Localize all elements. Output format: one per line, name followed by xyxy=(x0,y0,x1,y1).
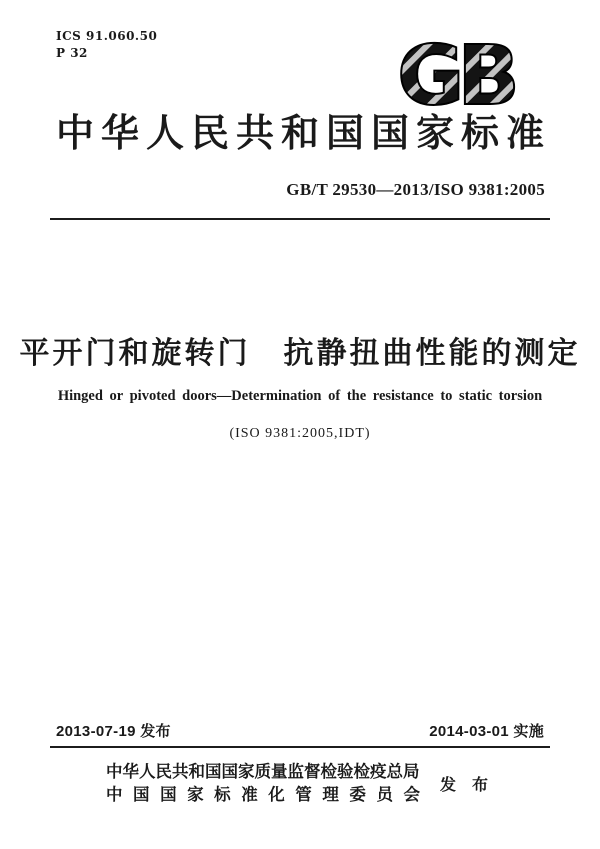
gb-logo-text: GB xyxy=(397,32,513,116)
publish-label: 发 布 xyxy=(439,776,494,794)
dates-row xyxy=(56,720,544,741)
ics-code: ICS 91.060.50 xyxy=(56,29,158,43)
issuer-aqsiq: 中华人民共和国国家质量监督检验检疫总局 xyxy=(105,762,420,781)
document-title-chinese: 平开门和旋转门 抗静扭曲性能的测定 xyxy=(19,337,581,370)
classification-codes xyxy=(56,28,157,63)
header-divider-line xyxy=(50,218,550,220)
implementation-date: 2014-03-01 实施 xyxy=(429,723,544,740)
issue-date: 2013-07-19 发布 xyxy=(56,723,171,740)
issuer-sac: 中国国家标准化管理委员会 xyxy=(105,785,420,805)
national-standard-heading: 中华人民共和国国家标准 xyxy=(56,113,544,155)
document-title-english: Hinged or pivoted doors—Determination of the resistance to static torsion xyxy=(57,388,543,404)
issuer-names xyxy=(106,760,420,806)
issuing-authorities xyxy=(0,760,600,806)
gb-logo-icon xyxy=(394,32,516,116)
footer-divider-line xyxy=(50,746,550,748)
standard-number: GB/T 29530—2013/ISO 9381:2005 xyxy=(286,180,545,199)
iso-equivalence-note: (ISO 9381:2005,IDT) xyxy=(229,426,371,441)
china-class-code: P 32 xyxy=(56,46,88,61)
